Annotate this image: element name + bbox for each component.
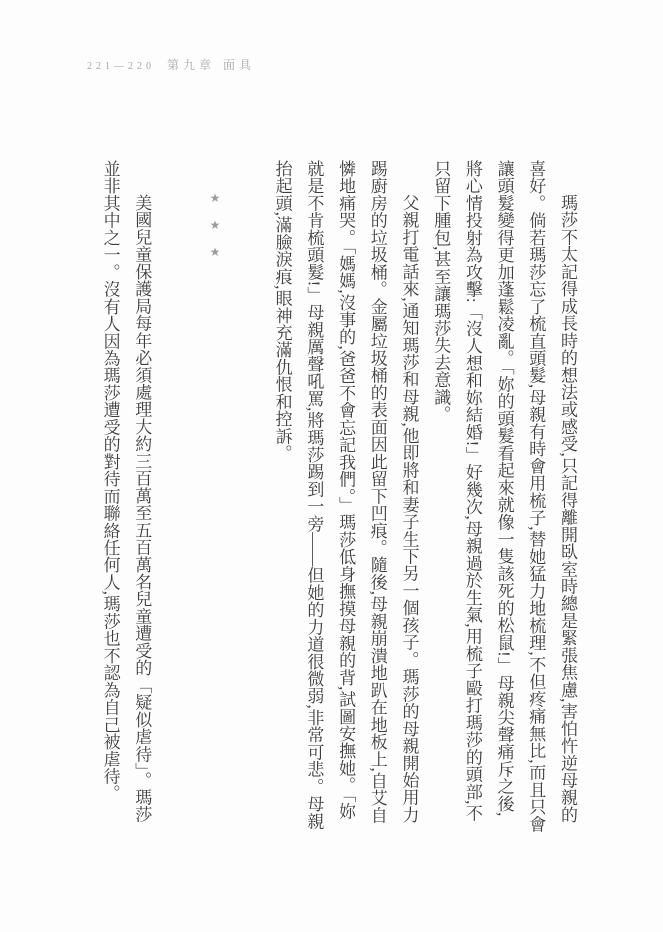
chapter-label: 第九章 <box>167 58 216 72</box>
section-separator-stars: ★★★ <box>207 191 222 272</box>
paragraph: 美國兒童保護局每年必須處理大約三百萬至五百萬名兒童遭受的「疑似虐待」。瑪莎並非其中之一。沒有人因為瑪莎遭受的對待而聯絡任何人,瑪莎也不認為自己被虐待。 <box>100 160 152 824</box>
page-text-block <box>94 160 583 833</box>
paragraph: 瑪莎不太記得成長時的想法或感受,只記得離開臥室時總是緊張焦慮,害怕忤逆母親的喜好。倘若瑪莎忘了梳直頭髮,母親有時會用梳子,替她猛力地梳理,不但疼痛無比,而且只會讓頭髮變得更加蓬鬆凌亂。「妳的頭髮看起來就像一隻該死的松鼠!」母親尖聲痛斥之後,將心情投射為攻擊:「沒人想和妳結婚!」好幾次,母親過於生氣,用梳子毆打瑪莎的頭部,不只留下腫包,甚至讓瑪莎失去意識。 <box>431 160 577 833</box>
page-range: 221—220 <box>87 61 155 72</box>
paragraph: 父親打電話來,通知瑪莎和母親,他即將和妻子生下另一個孩子。瑪莎的母親開始用力踢廚房的垃圾桶。金屬垃圾桶的表面因此留下凹痕。隨後,母親崩潰地趴在地板上,自艾自憐地痛哭。「媽媽,沒事的,爸爸不會忘記我們。」瑪莎低身撫摸母親的背,試圖安撫她。「妳就是不肯梳頭髮!」母親厲聲吼罵,將瑪莎踢到一旁——但她的力道很微弱,非常可悲。母親抬起頭,滿臉淚痕,眼神充滿仇恨和控訴。 <box>272 160 419 830</box>
running-header <box>87 56 255 73</box>
chapter-title: 面具 <box>223 58 256 72</box>
